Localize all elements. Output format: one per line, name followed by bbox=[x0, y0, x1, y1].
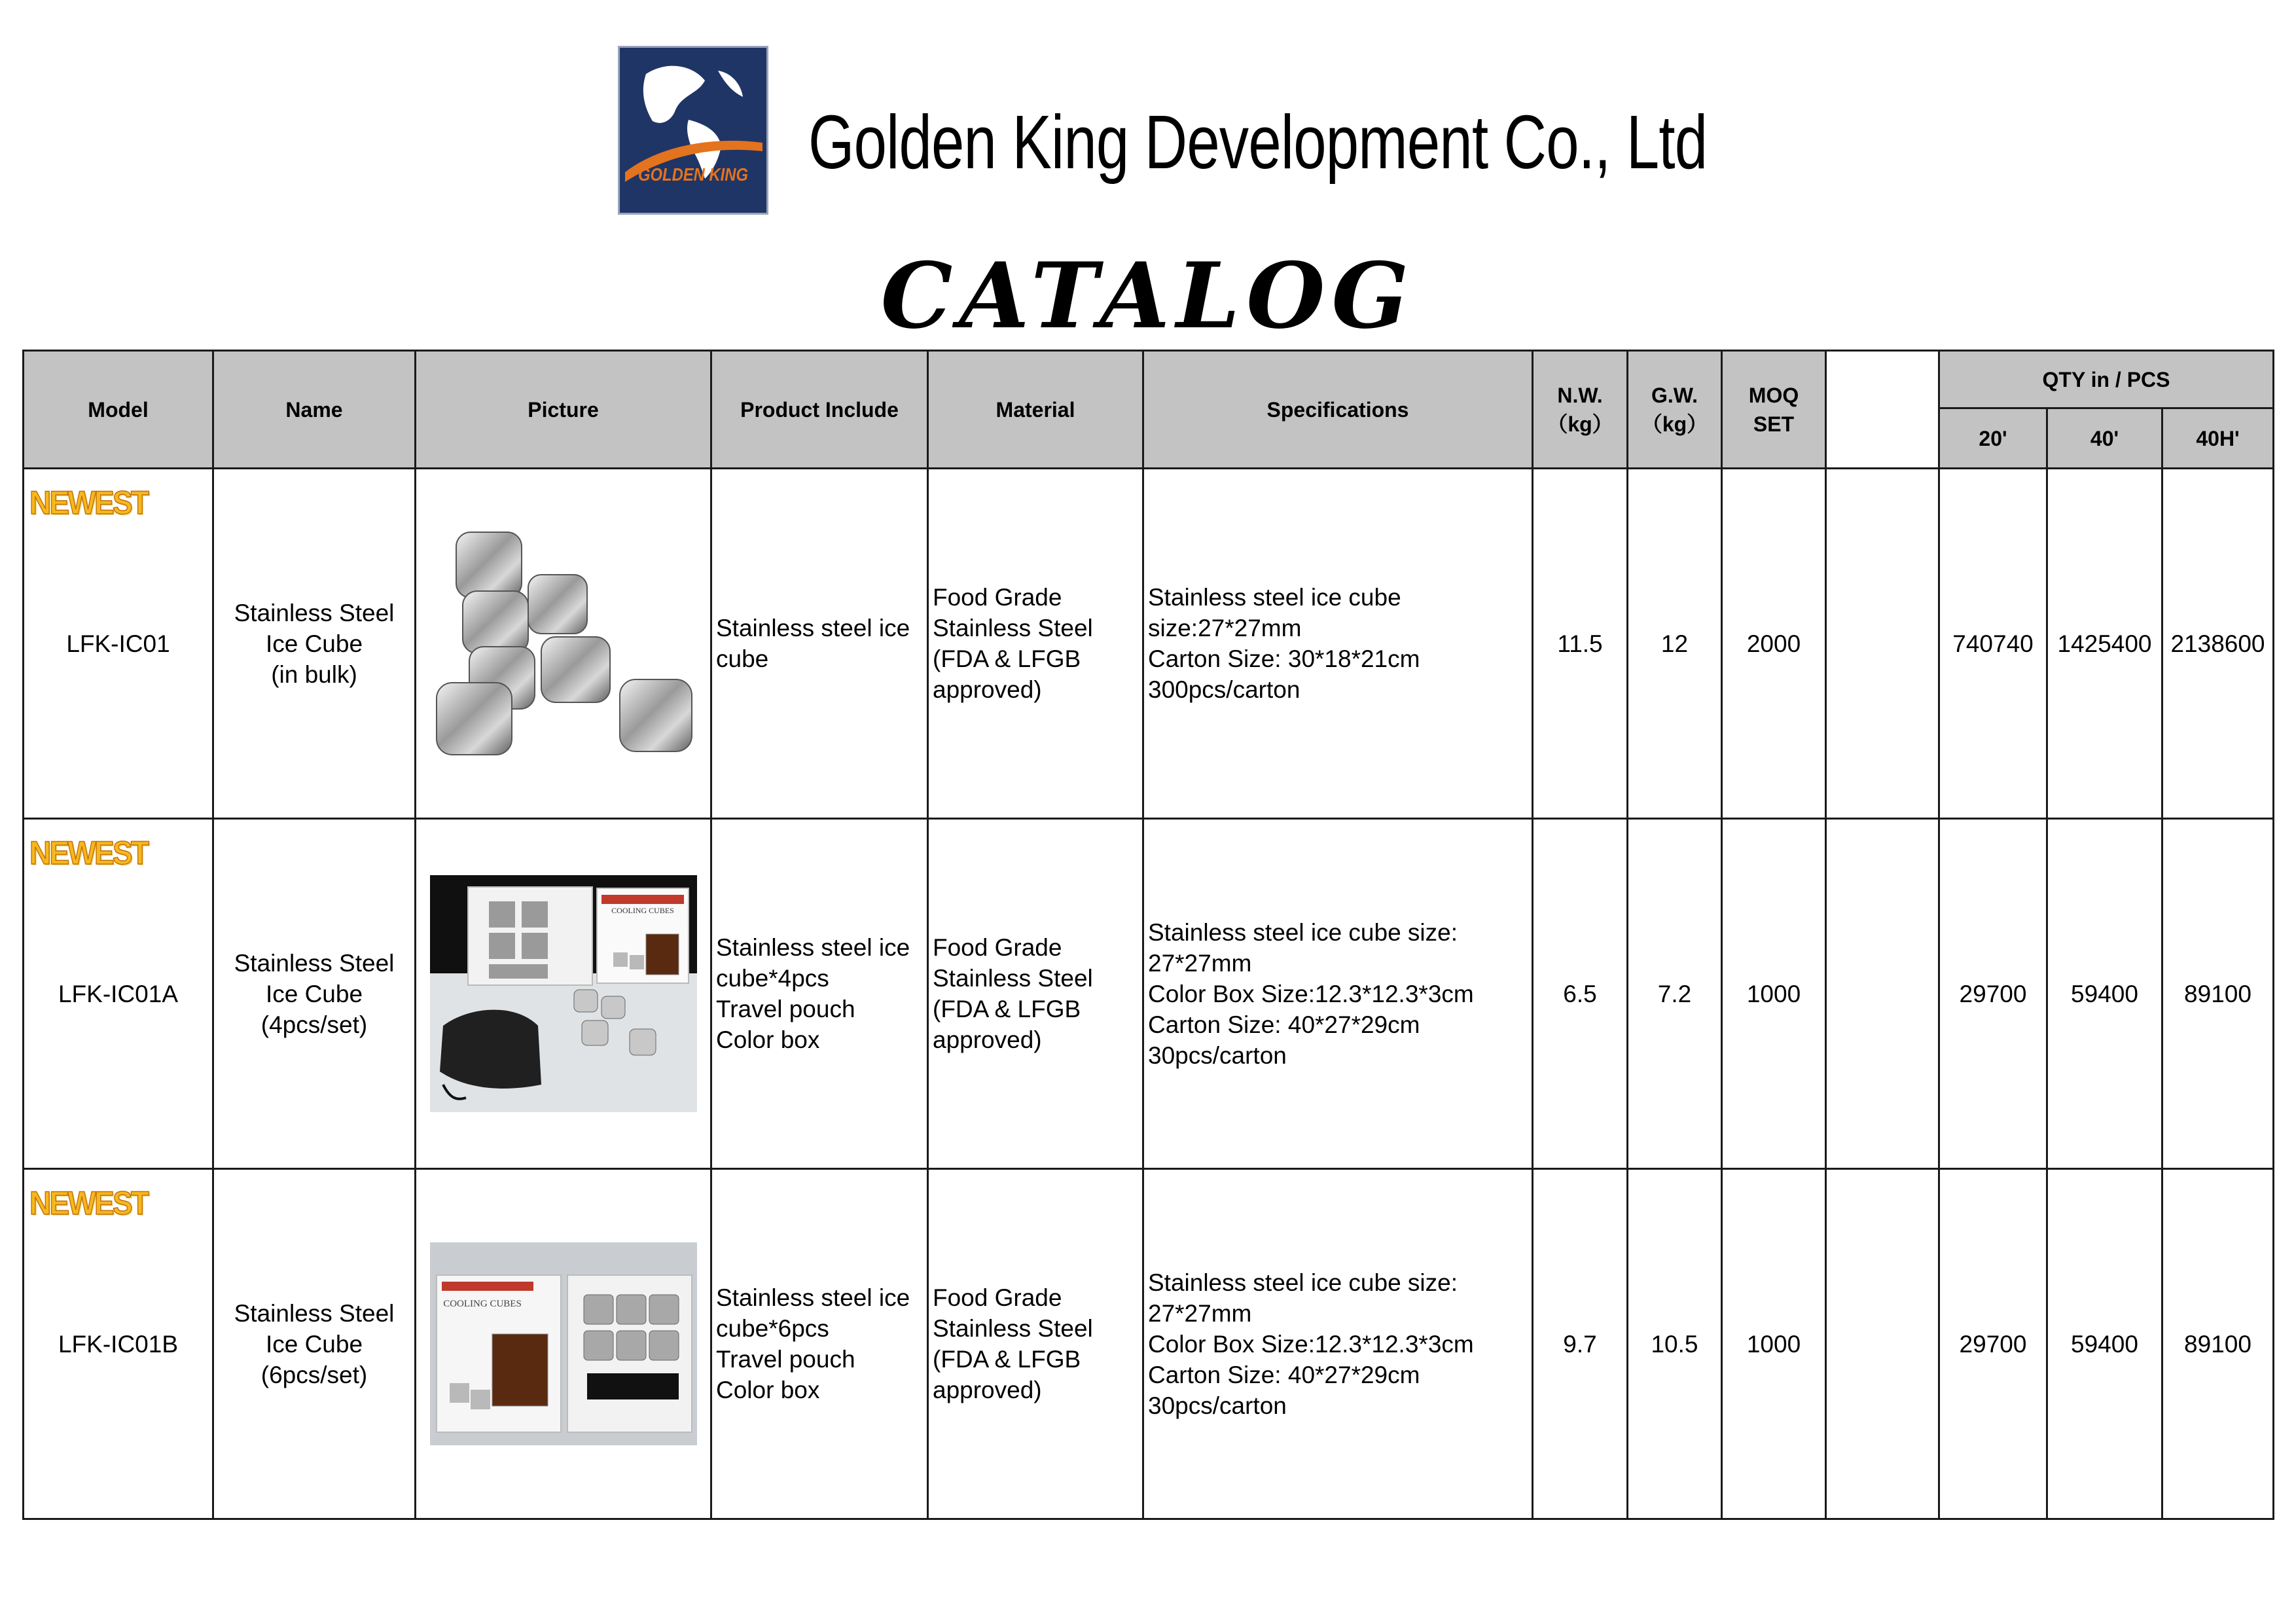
logo-text: GOLDEN KING bbox=[638, 164, 748, 185]
product-picture bbox=[416, 469, 711, 819]
header-gross-weight: G.W. （kg） bbox=[1628, 351, 1722, 469]
header-blank bbox=[1826, 351, 1939, 469]
gross-weight: 7.2 bbox=[1628, 819, 1722, 1169]
table-header-row bbox=[24, 351, 2274, 408]
material: Food Grade Stainless Steel (FDA & LFGB approved) bbox=[928, 1169, 1143, 1519]
globe-icon bbox=[620, 48, 766, 213]
material: Food Grade Stainless Steel (FDA & LFGB approved) bbox=[928, 819, 1143, 1169]
product-picture bbox=[416, 819, 711, 1169]
header-qty-40: 40' bbox=[2047, 408, 2162, 469]
header-qty-20: 20' bbox=[1939, 408, 2047, 469]
net-weight: 11.5 bbox=[1533, 469, 1628, 819]
product-include: Stainless steel ice cube*4pcs Travel pouch Color box bbox=[711, 819, 928, 1169]
newest-badge: NEWEST bbox=[29, 1185, 148, 1221]
company-logo bbox=[618, 46, 768, 215]
blank-cell bbox=[1826, 819, 1939, 1169]
model-cell bbox=[24, 469, 213, 819]
header-qty-group: QTY in / PCS bbox=[1939, 351, 2274, 408]
header-net-weight: N.W. （kg） bbox=[1533, 351, 1628, 469]
header-name: Name bbox=[213, 351, 416, 469]
header-specifications: Specifications bbox=[1143, 351, 1533, 469]
catalog-title: CATALOG bbox=[880, 242, 1416, 349]
table-row bbox=[24, 469, 2274, 819]
moq: 1000 bbox=[1722, 1169, 1826, 1519]
product-name: Stainless Steel Ice Cube (4pcs/set) bbox=[213, 819, 416, 1169]
specifications: Stainless steel ice cube size:27*27mm Carton Size: 30*18*21cm 300pcs/carton bbox=[1143, 469, 1533, 819]
newest-badge: NEWEST bbox=[29, 835, 148, 871]
product-picture bbox=[416, 1169, 711, 1519]
qty-40: 1425400 bbox=[2047, 469, 2162, 819]
model-cell bbox=[24, 1169, 213, 1519]
model-number: LFK-IC01 bbox=[66, 630, 170, 657]
header-material: Material bbox=[928, 351, 1143, 469]
table-row bbox=[24, 819, 2274, 1169]
product-include: Stainless steel ice cube*6pcs Travel pouch Color box bbox=[711, 1169, 928, 1519]
model-number: LFK-IC01B bbox=[58, 1330, 178, 1358]
table-row bbox=[24, 1169, 2274, 1519]
qty-20: 29700 bbox=[1939, 1169, 2047, 1519]
moq: 1000 bbox=[1722, 819, 1826, 1169]
company-name: Golden King Development Co., Ltd bbox=[808, 99, 1708, 185]
net-weight: 6.5 bbox=[1533, 819, 1628, 1169]
qty-20: 29700 bbox=[1939, 819, 2047, 1169]
header-model: Model bbox=[24, 351, 213, 469]
page-header bbox=[0, 0, 2296, 353]
net-weight: 9.7 bbox=[1533, 1169, 1628, 1519]
newest-badge: NEWEST bbox=[29, 484, 148, 521]
specifications: Stainless steel ice cube size: 27*27mm Color Box Size:12.3*12.3*3cm Carton Size: 40*27*29cm 30pcs/carton bbox=[1143, 1169, 1533, 1519]
header-moq: MOQ SET bbox=[1722, 351, 1826, 469]
qty-40h: 89100 bbox=[2162, 1169, 2274, 1519]
model-cell bbox=[24, 819, 213, 1169]
ice-cubes-photo bbox=[430, 526, 697, 761]
qty-40h: 89100 bbox=[2162, 819, 2274, 1169]
header-product-include: Product Include bbox=[711, 351, 928, 469]
box-label: COOLING CUBES bbox=[442, 1299, 522, 1309]
product-name: Stainless Steel Ice Cube (in bulk) bbox=[213, 469, 416, 819]
blank-cell bbox=[1826, 1169, 1939, 1519]
model-number: LFK-IC01A bbox=[58, 980, 178, 1007]
product-include: Stainless steel ice cube bbox=[711, 469, 928, 819]
header-picture: Picture bbox=[416, 351, 711, 469]
product-catalog-table bbox=[22, 350, 2274, 1520]
specifications: Stainless steel ice cube size: 27*27mm Color Box Size:12.3*12.3*3cm Carton Size: 40*27*29cm 30pcs/carton bbox=[1143, 819, 1533, 1169]
qty-20: 740740 bbox=[1939, 469, 2047, 819]
qty-40h: 2138600 bbox=[2162, 469, 2274, 819]
gift-box-pouch-photo bbox=[430, 875, 697, 1112]
gross-weight: 12 bbox=[1628, 469, 1722, 819]
qty-40: 59400 bbox=[2047, 1169, 2162, 1519]
gift-box-six-cubes-photo bbox=[430, 1242, 697, 1445]
moq: 2000 bbox=[1722, 469, 1826, 819]
material: Food Grade Stainless Steel (FDA & LFGB approved) bbox=[928, 469, 1143, 819]
box-label: COOLING CUBES bbox=[611, 906, 674, 915]
header-qty-40h: 40H' bbox=[2162, 408, 2274, 469]
product-name: Stainless Steel Ice Cube (6pcs/set) bbox=[213, 1169, 416, 1519]
qty-40: 59400 bbox=[2047, 819, 2162, 1169]
gross-weight: 10.5 bbox=[1628, 1169, 1722, 1519]
blank-cell bbox=[1826, 469, 1939, 819]
